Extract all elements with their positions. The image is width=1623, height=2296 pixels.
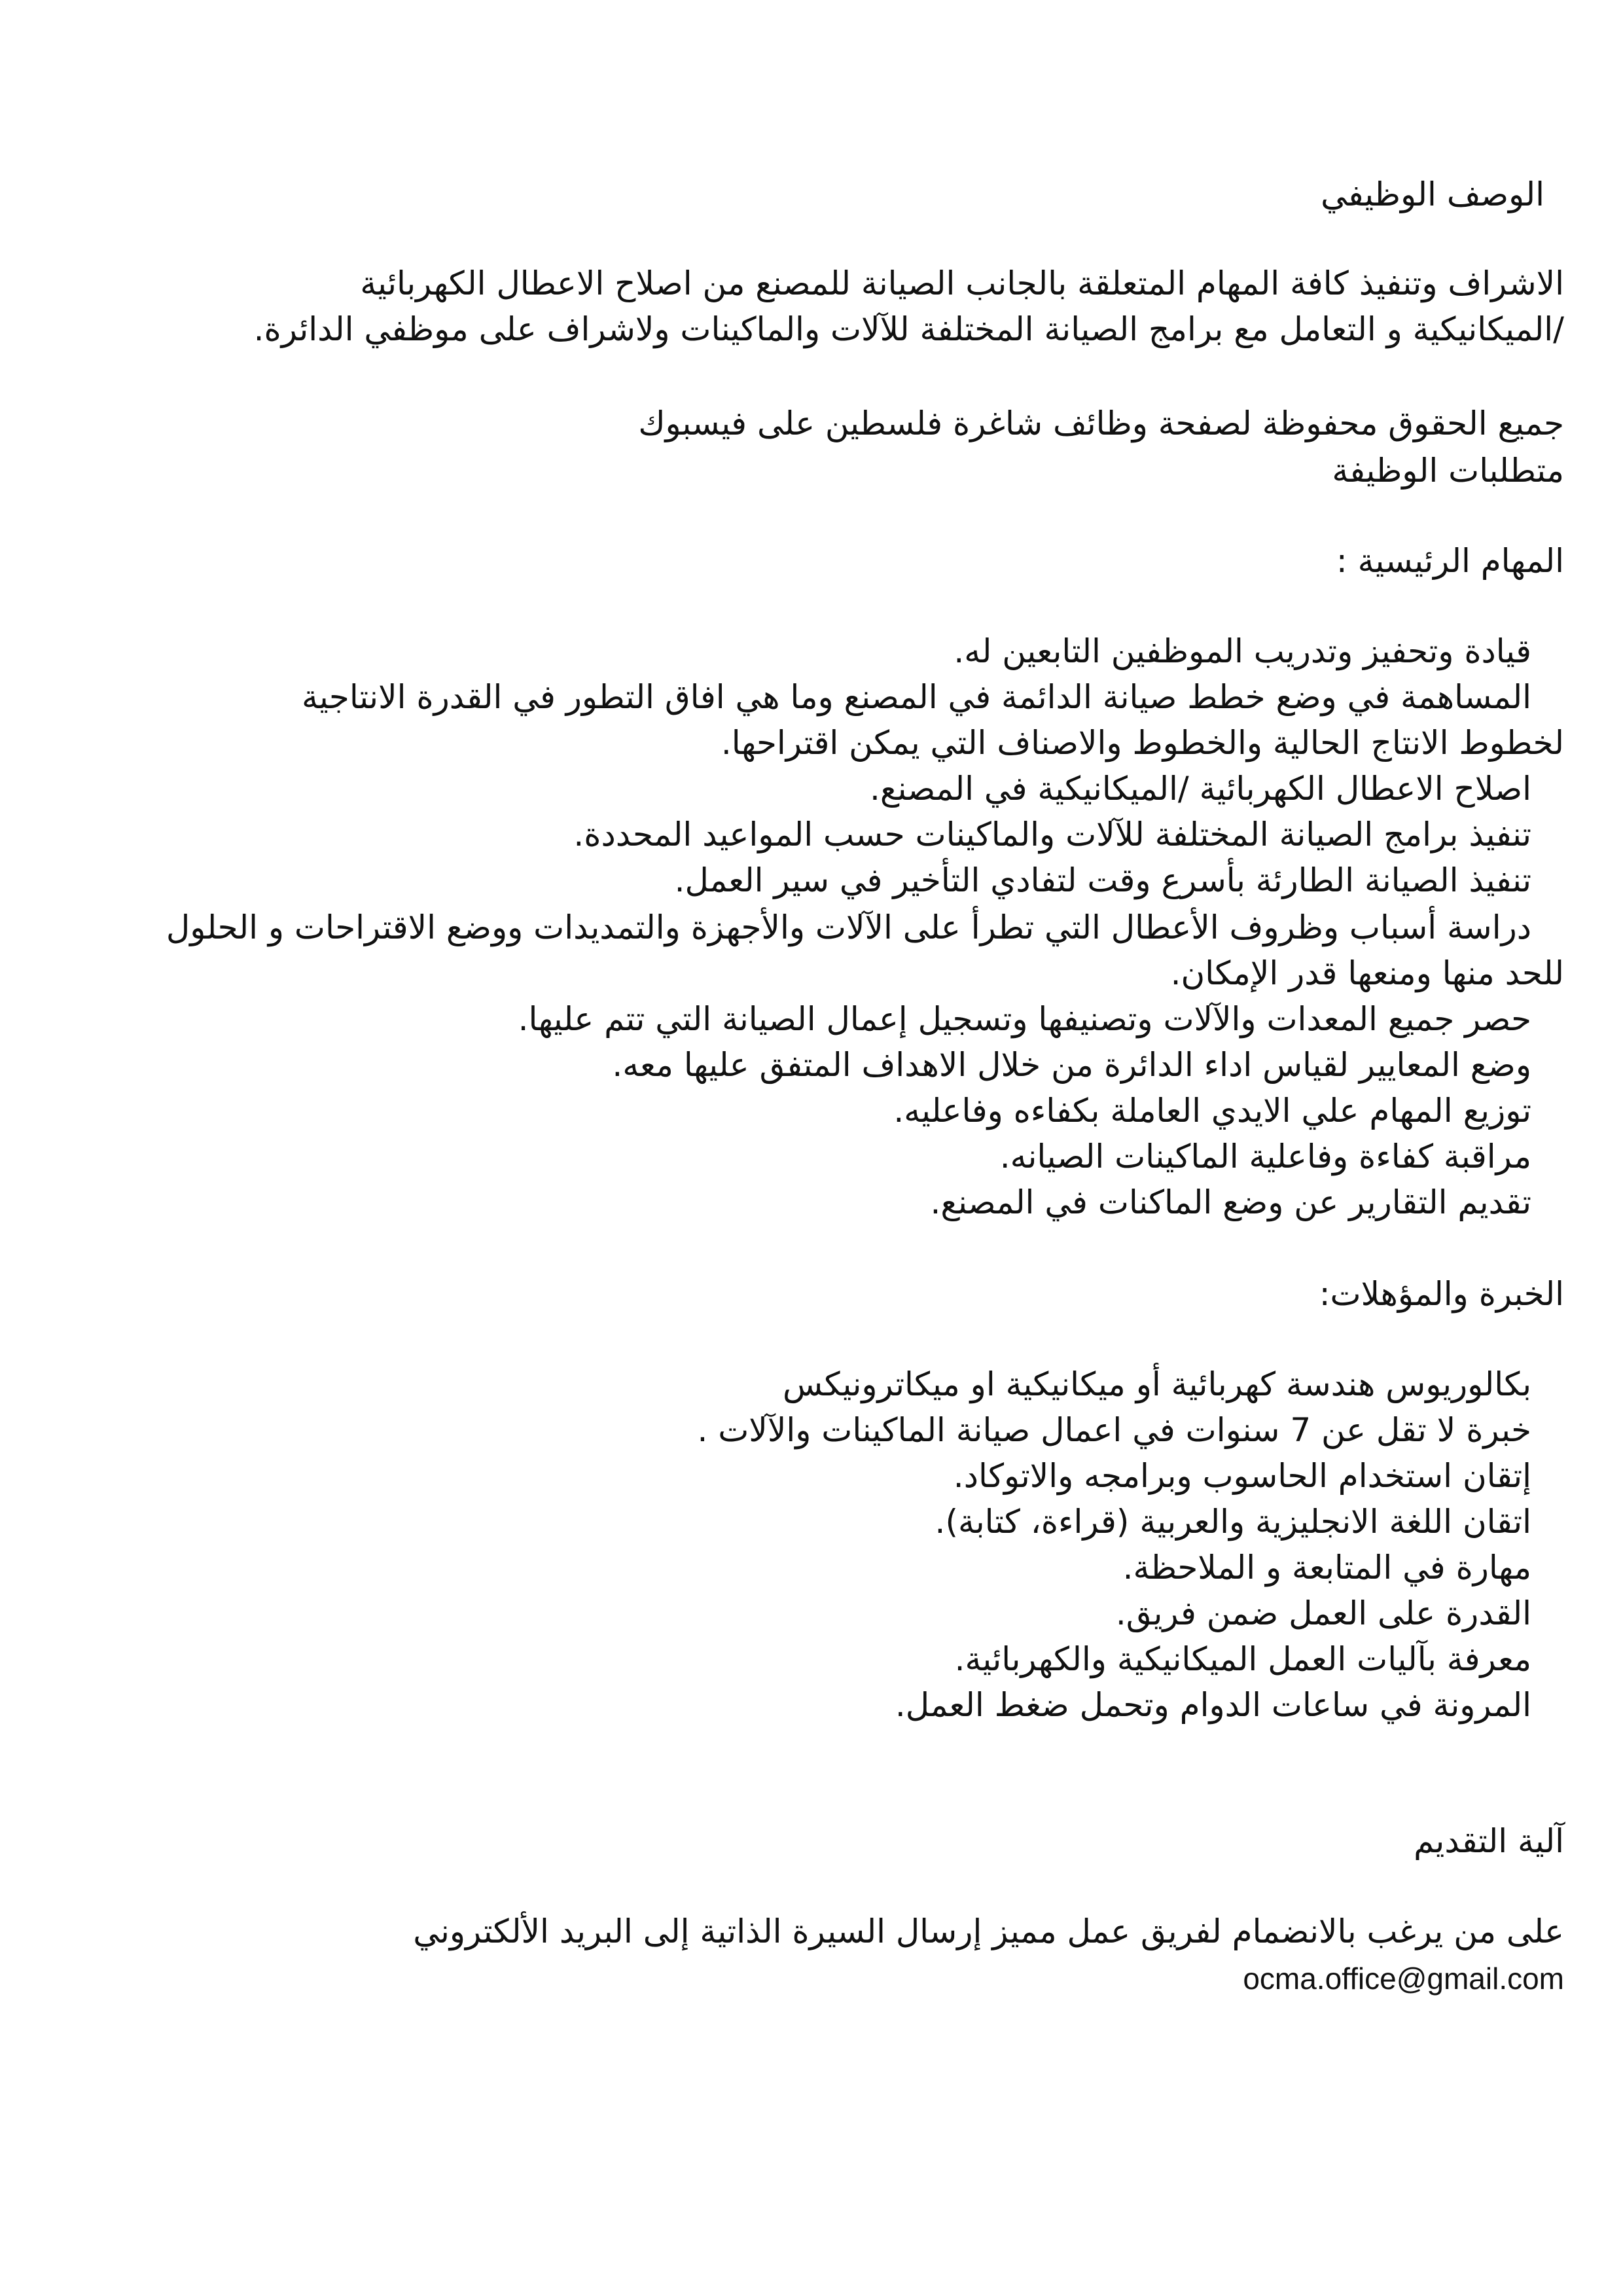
task-item: المساهمة في وضع خطط صيانة الدائمة في المصنع وما هي افاق التطور في القدرة الانتاجية xyxy=(302,678,1531,716)
task-item-continuation: للحد منها ومنعها قدر الإمكان. xyxy=(1170,954,1564,992)
qualification-item: القدرة على العمل ضمن فريق. xyxy=(1115,1594,1531,1632)
qualification-item: اتقان اللغة الانجليزية والعربية (قراءة، كتابة). xyxy=(935,1503,1531,1541)
qualification-item: مهارة في المتابعة و الملاحظة. xyxy=(1122,1549,1531,1587)
task-item: حصر جميع المعدات والآلات وتصنيفها وتسجيل إعمال الصيانة التي تتم عليها. xyxy=(518,1000,1531,1038)
rights-notice: جميع الحقوق محفوظة لصفحة وظائف شاغرة فلسطين على فيسبوك xyxy=(638,404,1564,442)
task-item: تنفيذ برامج الصيانة المختلفة للآلات والماكينات حسب المواعيد المحددة. xyxy=(573,816,1531,853)
apply-text: على من يرغب بالانضمام لفريق عمل مميز إرسال السيرة الذاتية إلى البريد الألكتروني xyxy=(413,1912,1564,1950)
tasks-heading: المهام الرئيسية : xyxy=(1336,542,1564,580)
task-item: مراقبة كفاءة وفاعلية الماكينات الصيانه. xyxy=(999,1138,1531,1175)
qualification-item: بكالوريوس هندسة كهربائية أو ميكانيكية او ميكاترونيكس xyxy=(783,1365,1531,1403)
qualifications-heading: الخبرة والمؤهلات: xyxy=(1319,1275,1564,1313)
job-description-heading: الوصف الوظيفي xyxy=(1321,175,1544,213)
intro-line-1: الاشراف وتنفيذ كافة المهام المتعلقة بالجانب الصيانة للمصنع من اصلاح الاعطال الكهربائية xyxy=(360,264,1564,302)
task-item: وضع المعايير لقياس اداء الدائرة من خلال الاهداف المتفق عليها معه. xyxy=(612,1046,1531,1084)
task-item-continuation: لخطوط الانتاج الحالية والخطوط والاصناف التي يمكن اقتراحها. xyxy=(721,724,1564,762)
intro-line-2: /الميكانيكية و التعامل مع برامج الصيانة المختلفة للآلات والماكينات ولاشراف على موظفي الدائرة. xyxy=(253,310,1564,348)
task-item: تقديم التقارير عن وضع الماكنات في المصنع. xyxy=(930,1183,1531,1221)
task-item: تنفيذ الصيانة الطارئة بأسرع وقت لتفادي التأخير في سير العمل. xyxy=(674,861,1531,899)
qualification-item: إتقان استخدام الحاسوب وبرامجه والاتوكاد. xyxy=(953,1457,1531,1495)
qualification-item: خبرة لا تقل عن 7 سنوات في اعمال صيانة الماكينات والآلات . xyxy=(697,1411,1531,1449)
qualification-item: المرونة في ساعات الدوام وتحمل ضغط العمل. xyxy=(895,1686,1531,1724)
task-item: قيادة وتحفيز وتدريب الموظفين التابعين له. xyxy=(954,632,1531,670)
task-item: توزيع المهام علي الايدي العاملة بكفاءه وفاعليه. xyxy=(893,1092,1531,1130)
contact-email[interactable]: ocma.office@gmail.com xyxy=(1243,1962,1564,1996)
task-item: اصلاح الاعطال الكهربائية /الميكانيكية في المصنع. xyxy=(870,770,1531,808)
task-item: دراسة أسباب وظروف الأعطال التي تطرأ على الآلات والأجهزة والتمديدات ووضع الاقتراحات و الحلول xyxy=(166,908,1531,946)
apply-heading: آلية التقديم xyxy=(1414,1822,1564,1860)
qualification-item: معرفة بآليات العمل الميكانيكية والكهربائية. xyxy=(954,1640,1531,1678)
requirements-heading: متطلبات الوظيفة xyxy=(1332,452,1564,490)
